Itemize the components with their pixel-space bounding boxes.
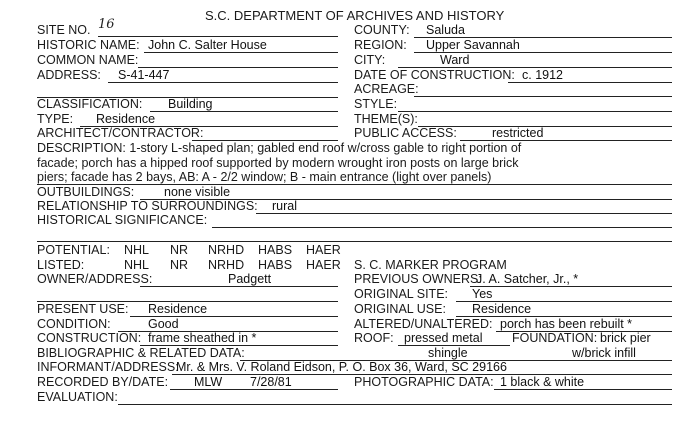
original-use-label: ORIGINAL USE: bbox=[354, 302, 446, 316]
relationship-value: rural bbox=[272, 199, 298, 213]
classification-line bbox=[150, 111, 338, 112]
historic-name-line bbox=[144, 52, 338, 53]
historic-name-label: HISTORIC NAME: bbox=[37, 38, 140, 52]
photographic-line bbox=[494, 389, 672, 390]
condition-value: Good bbox=[148, 317, 179, 331]
roof-value: pressed metal bbox=[404, 331, 483, 345]
address-line bbox=[108, 82, 338, 83]
listed-nhl: NHL bbox=[124, 258, 150, 272]
section-divider bbox=[37, 241, 672, 242]
potential-label: POTENTIAL: bbox=[37, 243, 110, 257]
photographic-value: 1 black & white bbox=[500, 375, 585, 389]
owner-line bbox=[140, 286, 338, 287]
common-name-label: COMMON NAME: bbox=[37, 53, 139, 67]
altered-label: ALTERED/UNALTERED: bbox=[354, 317, 493, 331]
listed-habs: HABS bbox=[258, 258, 293, 272]
type-value: Residence bbox=[96, 112, 156, 126]
form-title: S.C. DEPARTMENT OF ARCHIVES AND HISTORY bbox=[205, 8, 505, 23]
evaluation-label: EVALUATION: bbox=[37, 390, 118, 404]
description-line-1: DESCRIPTION: 1-story L-shaped plan; gabled end roof w/cross gable to right portion of bbox=[37, 141, 522, 155]
region-label: REGION: bbox=[354, 38, 407, 52]
address-value: S-41-447 bbox=[118, 68, 170, 82]
description-line-3: piers; facade has 2 bays, AB: A - 2/2 window; B - main entrance (light over panels) bbox=[37, 170, 492, 184]
date-of-construction-line bbox=[508, 82, 672, 83]
condition-label: CONDITION: bbox=[37, 317, 111, 331]
listed-haer: HAER bbox=[306, 258, 341, 272]
potential-habs: HABS bbox=[258, 243, 293, 257]
city-label: CITY: bbox=[354, 53, 386, 67]
present-use-value: Residence bbox=[148, 302, 208, 316]
type-label: TYPE: bbox=[37, 112, 74, 126]
original-use-value: Residence bbox=[472, 302, 532, 316]
relationship-line bbox=[256, 213, 672, 214]
informant-label: INFORMANT/ADDRESS: bbox=[37, 360, 179, 374]
classification-label: CLASSIFICATION: bbox=[37, 97, 143, 111]
acreage-label: ACREAGE: bbox=[354, 82, 419, 96]
description-line-2: facade; porch has a hipped roof supported by modern wrought iron posts on large brick bbox=[37, 156, 519, 170]
relationship-label: RELATIONSHIP TO SURROUNDINGS: bbox=[37, 199, 258, 213]
recorded-label: RECORDED BY/DATE: bbox=[37, 375, 169, 389]
outbuildings-label: OUTBUILDINGS: bbox=[37, 185, 135, 199]
style-label: STYLE: bbox=[354, 97, 398, 111]
recorded-line bbox=[170, 389, 338, 390]
historical-significance-line bbox=[212, 227, 672, 228]
region-value: Upper Savannah bbox=[426, 38, 520, 52]
public-access-label: PUBLIC ACCESS: bbox=[354, 126, 457, 140]
site-no-line bbox=[98, 36, 338, 37]
historical-significance-label: HISTORICAL SIGNIFICANCE: bbox=[37, 213, 208, 227]
county-value: Saluda bbox=[426, 23, 465, 37]
recorded-date-value: 7/28/81 bbox=[250, 375, 292, 389]
potential-nr: NR bbox=[170, 243, 189, 257]
present-use-label: PRESENT USE: bbox=[37, 302, 129, 316]
original-site-value: Yes bbox=[472, 287, 493, 301]
owner-value: Padgett bbox=[228, 272, 272, 286]
informant-value: Mr. & Mrs. V. Roland Eidson, P. O. Box 36, Ward, SC 29166 bbox=[176, 360, 507, 374]
evaluation-line bbox=[118, 404, 672, 405]
owner-label: OWNER/ADDRESS: bbox=[37, 272, 153, 286]
potential-nhl: NHL bbox=[124, 243, 150, 257]
potential-haer: HAER bbox=[306, 243, 341, 257]
listed-nrhd: NRHD bbox=[208, 258, 245, 272]
previous-owners-label: PREVIOUS OWNERS: bbox=[354, 272, 482, 286]
site-no-value: 16 bbox=[98, 17, 115, 32]
theme-label: THEME(S): bbox=[354, 112, 418, 126]
previous-owners-value: J. A. Satcher, Jr., * bbox=[476, 272, 579, 286]
date-of-construction-value: c. 1912 bbox=[522, 68, 564, 82]
roof-value-continued: shingle bbox=[428, 346, 468, 360]
foundation-value: brick pier bbox=[600, 331, 651, 345]
marker-program: S. C. MARKER PROGRAM bbox=[354, 258, 507, 272]
architect-label: ARCHITECT/CONTRACTOR: bbox=[37, 126, 204, 140]
address-label: ADDRESS: bbox=[37, 68, 101, 82]
previous-owners-line bbox=[470, 286, 672, 287]
historic-name-value: John C. Salter House bbox=[148, 38, 267, 52]
county-label: COUNTY: bbox=[354, 23, 410, 37]
site-no-label: SITE NO. bbox=[37, 23, 91, 37]
acreage-line bbox=[414, 96, 672, 97]
potential-nrhd: NRHD bbox=[208, 243, 245, 257]
foundation-value-continued: w/brick infill bbox=[572, 346, 636, 360]
altered-value: porch has been rebuilt * bbox=[500, 317, 633, 331]
listed-nr: NR bbox=[170, 258, 189, 272]
roof-label: ROOF: bbox=[354, 331, 394, 345]
date-of-construction-label: DATE OF CONSTRUCTION: bbox=[354, 68, 515, 82]
public-access-value: restricted bbox=[492, 126, 544, 140]
photographic-label: PHOTOGRAPHIC DATA: bbox=[354, 375, 494, 389]
foundation-label: FOUNDATION: bbox=[512, 331, 598, 345]
construction-label: CONSTRUCTION: bbox=[37, 331, 142, 345]
style-line bbox=[398, 111, 672, 112]
listed-label: LISTED: bbox=[37, 258, 85, 272]
classification-value: Building bbox=[168, 97, 213, 111]
original-site-label: ORIGINAL SITE: bbox=[354, 287, 449, 301]
outbuildings-value: none visible bbox=[164, 185, 231, 199]
city-value: Ward bbox=[440, 53, 470, 67]
construction-value: frame sheathed in * bbox=[148, 331, 257, 345]
bibliographic-label: BIBLIOGRAPHIC & RELATED DATA: bbox=[37, 346, 245, 360]
recorded-by-value: MLW bbox=[194, 375, 223, 389]
